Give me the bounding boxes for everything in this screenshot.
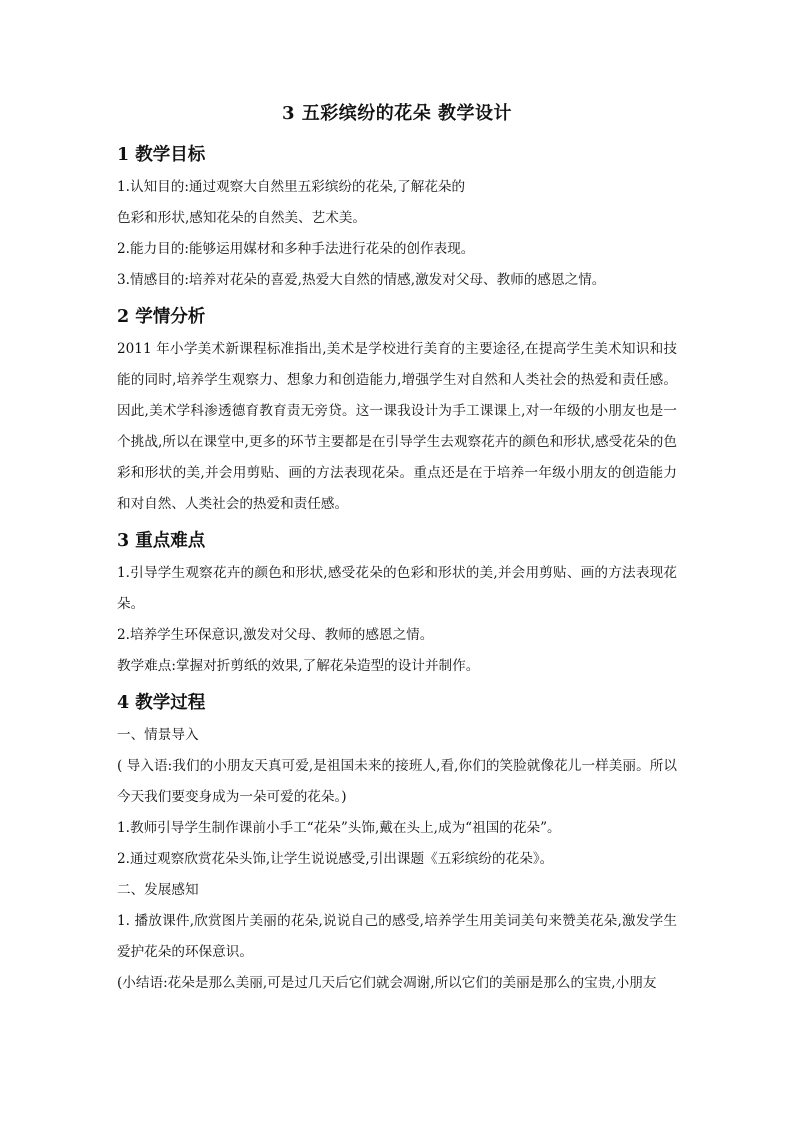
goal-ability: 2.能力目的:能够运用媒材和多种手法进行花朵的创作表现。	[117, 241, 475, 257]
intro-step-1: 1.教师引导学生制作课前小手工“花朵”头饰,戴在头上,成为“祖国的花朵”。	[117, 820, 561, 836]
subheading-develop-perception: 二、发展感知	[117, 882, 199, 898]
goal-emotion: 3.情感目的:培养对花朵的喜爱,热爱大自然的情感,激发对父母、教师的感恩之情。	[117, 272, 606, 288]
learner-analysis-paragraph: 2011 年小学美术新课程标准指出,美术是学校进行美育的主要途径,在提高学生美术知识和技能的同时,培养学生观察力、想象力和创造能力,增强学生对自然和人类社会的热爱和责任感。因此,美术学科渗透德育教育责无旁贷。这一课我设计为手工课课上,对一年级的小朋友也是一个挑战,所以在课堂中,更多的环节主要都是在引导学生去观察花卉的颜色和形状,感受花朵的色彩和形状的美,并会用剪贴、画的方法表现花朵。重点还是在于培养一年级小朋友的创造能力和对自然、人类社会的热爱和责任感。	[117, 341, 677, 512]
heading-key-difficulties: 3 重点难点	[117, 531, 206, 551]
subheading-scene-intro: 一、情景导入	[117, 727, 199, 743]
key-point-1: 1.引导学生观察花卉的颜色和形状,感受花朵的色彩和形状的美,并会用剪贴、画的方法表现花朵。	[117, 565, 677, 612]
perception-step-1: 1. 播放课件,欣赏图片美丽的花朵,说说自己的感受,培养学生用美词美句来赞美花朵,激发学生爱护花朵的环保意识。	[117, 913, 677, 960]
teaching-difficulty: 教学难点:掌握对折剪纸的效果,了解花朵造型的设计并制作。	[117, 658, 480, 674]
document-page	[117, 100, 677, 999]
key-point-2: 2.培养学生环保意识,激发对父母、教师的感恩之情。	[117, 627, 434, 643]
heading-teaching-process: 4 教学过程	[117, 693, 206, 713]
intro-step-2: 2.通过观察欣赏花朵头饰,让学生说说感受,引出课题《五彩缤纷的花朵》。	[117, 851, 554, 867]
perception-summary: (小结语:花朵是那么美丽,可是过几天后它们就会凋谢,所以它们的美丽是那么的宝贵,小朋友	[117, 975, 657, 991]
document-title: 3 五彩缤纷的花朵 教学设计	[281, 103, 513, 124]
goal-cognitive-line2: 色彩和形状,感知花朵的自然美、艺术美。	[117, 210, 367, 226]
heading-learner-analysis: 2 学情分析	[117, 307, 206, 327]
intro-remark: ( 导入语:我们的小朋友天真可爱,是祖国未来的接班人,看,你们的笑脸就像花儿一样美丽。所以今天我们要变身成为一朵可爱的花朵。)	[117, 758, 677, 805]
goal-cognitive-line1: 1.认知目的:通过观察大自然里五彩缤纷的花朵,了解花朵的	[117, 179, 466, 195]
heading-teaching-goals: 1 教学目标	[117, 145, 206, 165]
